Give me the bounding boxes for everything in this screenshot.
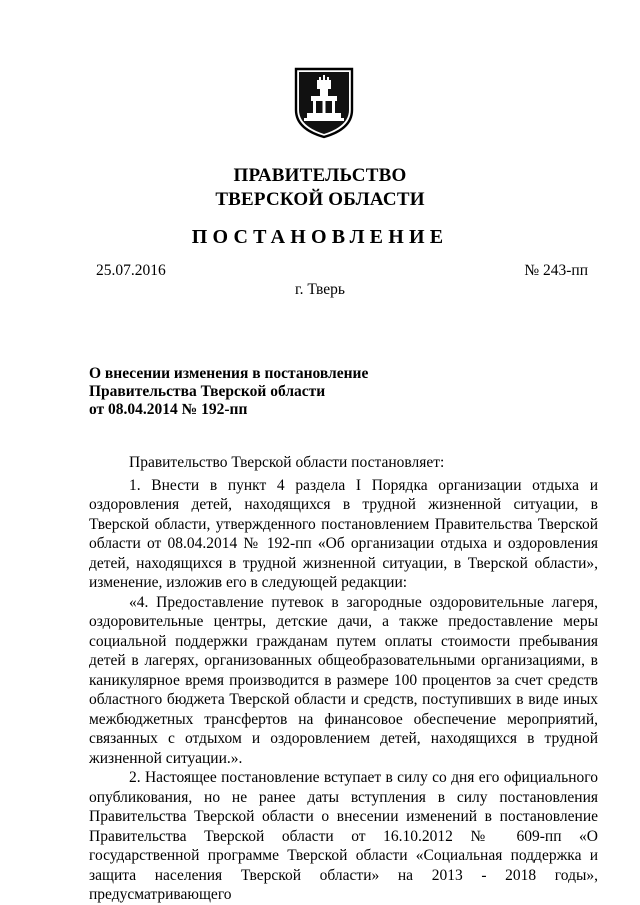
- document-subject: [89, 365, 368, 419]
- paragraph-2: 2. Настоящее постановление вступает в силу со дня его официального опубликования, но не ранее даты вступления в силу постановления Правительства Тверской области о внесении изменений в постановление Правительства Тверской области от 16.10.2012 № 609-пп «О государственной программе Тверской области «Социальная поддержка и защита населения Тверской области» на 2013 - 2018 годы», предусматривающего: [89, 769, 598, 903]
- document-type-title: ПОСТАНОВЛЕНИЕ: [191, 226, 449, 248]
- document-number: № 243-пп: [524, 262, 588, 279]
- authority-name-line2: ТВЕРСКОЙ ОБЛАСТИ: [215, 189, 425, 210]
- subject-line: О внесении изменения в постановление: [89, 365, 369, 382]
- paragraph-1: 1. Внести в пункт 4 раздела I Порядка организации отдыха и оздоровления детей, находящихся в трудной жизненной ситуации, в Тверской области, утвержденного постановлением Правительства Тверской области от 08.04.2014 № 192-пп «Об организации отдыха и оздоровления детей, находящихся в трудной жизненной ситуации, в Тверской области», изменение, изложив его в следующей редакции:: [89, 476, 598, 591]
- paragraph-1-quote: «4. Предоставление путевок в загородные оздоровительные лагеря, оздоровительные центры, детские дачи, а также предоставление меры социальной поддержки гражданам путем оплаты стоимости пребывания детей в лагерях, организованных общеобразовательными организациями, в каникулярное время производится в размере 100 процентов за счет средств областного бюджета Тверской области и средств, поступивших в виде иных межбюджетных трансфертов на финансовое обеспечение мероприятий, связанных с отдыхом и оздоровлением детей, находящихся в трудной жизненной ситуации.».: [89, 593, 598, 767]
- document-body: [89, 453, 598, 905]
- coat-of-arms-icon: [293, 66, 355, 140]
- subject-line: от 08.04.2014 № 192-пп: [89, 401, 248, 418]
- document-city: г. Тверь: [295, 281, 345, 298]
- body-intro: Правительство Тверской области постановляет:: [129, 454, 445, 471]
- document-date: 25.07.2016: [96, 262, 166, 279]
- subject-line: Правительства Тверской области: [89, 383, 326, 400]
- authority-name-line1: ПРАВИТЕЛЬСТВО: [233, 165, 407, 186]
